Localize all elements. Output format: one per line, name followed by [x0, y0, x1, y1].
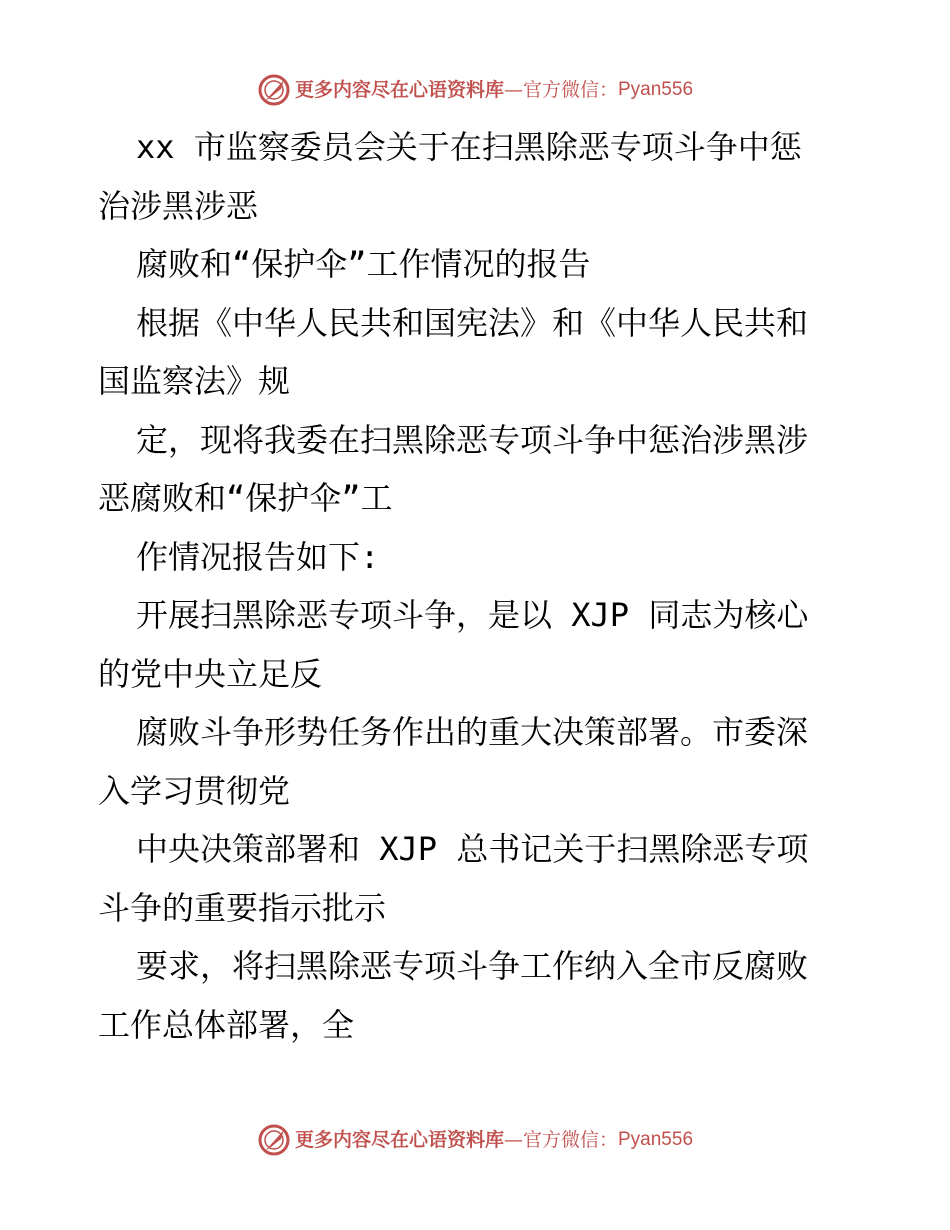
document-body: [98, 118, 858, 1054]
text-line: 国监察法》规: [98, 362, 291, 400]
watermark-site-text: 更多内容尽在心语资料库: [294, 1129, 504, 1151]
quill-logo-icon: [257, 73, 291, 107]
text-line: 腐败斗争形势任务作出的重大决策部署。市委深: [136, 713, 809, 751]
text-line: 开展扫黑除恶专项斗争，是以 XJP 同志为核心: [136, 596, 809, 634]
watermark-label: 官方微信：: [522, 79, 618, 101]
text-line: 腐败和“保护伞”工作情况的报告: [136, 245, 591, 283]
text-line: xx 市监察委员会关于在扫黑除恶专项斗争中惩: [136, 128, 802, 166]
watermark-label: 官方微信：: [522, 1129, 618, 1151]
watermark-wechat-id: Pyan556: [618, 79, 694, 100]
text-line: 工作总体部署，全: [98, 1005, 355, 1044]
header-watermark: [0, 70, 950, 110]
text-line: 中央决策部署和 XJP 总书记关于扫黑除恶专项: [136, 830, 809, 868]
text-line: 根据《中华人民共和国宪法》和《中华人民共和: [136, 303, 809, 342]
watermark-wechat-id: Pyan556: [618, 1129, 694, 1150]
text-line: 作情况报告如下:: [136, 537, 380, 576]
watermark-dash: —: [503, 79, 523, 101]
text-line: 定，现将我委在扫黑除恶专项斗争中惩治涉黑涉: [136, 420, 809, 459]
text-line: 入学习贯彻党: [98, 771, 291, 810]
text-line: 的党中央立足反: [98, 654, 323, 693]
footer-watermark: [0, 1120, 950, 1160]
quill-logo-icon: [257, 1123, 291, 1157]
watermark-dash: —: [503, 1129, 523, 1151]
text-line: 要求，将扫黑除恶专项斗争工作纳入全市反腐败: [136, 947, 809, 985]
text-line: 治涉黑涉恶: [98, 186, 259, 225]
watermark-site-text: 更多内容尽在心语资料库: [294, 79, 504, 101]
text-line: 斗争的重要指示批示: [98, 888, 387, 927]
text-line: 恶腐败和“保护伞”工: [98, 479, 393, 517]
